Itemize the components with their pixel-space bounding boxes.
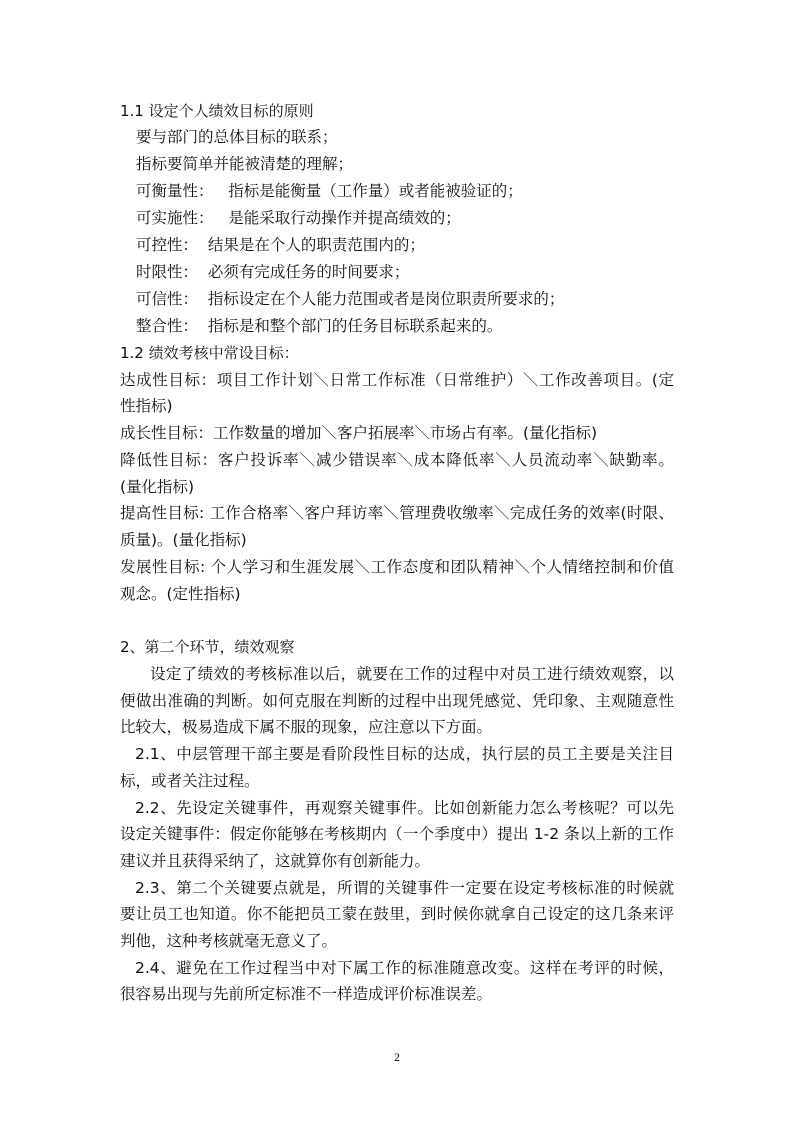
principle-item: 要与部门的总体目标的联系； bbox=[136, 128, 338, 146]
principle-item: 指标要简单并能被清楚的理解； bbox=[136, 155, 354, 173]
point-line: 2.1、中层管理干部主要是看阶段性目标的达成，执行层的员工主要是关注目 bbox=[135, 745, 674, 763]
intro-line: 设定了绩效的考核标准以后，就要在工作的过程中对员工进行绩效观察，以 bbox=[150, 665, 674, 683]
point-line: 判他，这种考核就毫无意义了。 bbox=[120, 932, 338, 950]
principle-item: 时限性： 必须有完成任务的时间要求； bbox=[136, 263, 410, 281]
principle-item: 整合性： 指标是和整个部门的任务目标联系起来的。 bbox=[136, 317, 503, 335]
principle-item: 可信性： 指标设定在个人能力范围或者是岗位职责所要求的； bbox=[136, 290, 565, 308]
intro-line: 比较大，极易造成下属不服的现象，应注意以下方面。 bbox=[120, 718, 493, 736]
point-line: 2.4、避免在工作过程当中对下属工作的标准随意改变。这样在考评的时候， bbox=[135, 959, 674, 977]
goal-line: 质量)。(量化指标) bbox=[120, 531, 247, 549]
point-line: 标，或者关注过程。 bbox=[120, 772, 260, 790]
goal-line: 达成性目标：项目工作计划＼日常工作标准（日常维护）＼工作改善项目。(定 bbox=[120, 371, 674, 389]
goal-line: (量化指标) bbox=[120, 478, 195, 496]
point-line: 要让员工也知道。你不能把员工蒙在鼓里，到时候你就拿自己设定的这几条来评 bbox=[120, 905, 674, 923]
principle-item: 可衡量性： 指标是能衡量（工作量）或者能被验证的； bbox=[136, 182, 523, 200]
intro-line: 便做出准确的判断。如何克服在判断的过程中出现凭感觉、凭印象、主观随意性 bbox=[120, 692, 674, 710]
goal-line: 成长性目标：工作数量的增加＼客户拓展率＼市场占有率。(量化指标) bbox=[120, 424, 598, 442]
point-line: 设定关键事件：假定你能够在考核期内（一个季度中）提出 1-2 条以上新的工作 bbox=[120, 825, 674, 843]
section-2-heading: 2、第二个环节，绩效观察 bbox=[120, 638, 295, 656]
page-number: 2 bbox=[394, 1050, 400, 1064]
point-line: 2.2、先设定关键事件，再观察关键事件。比如创新能力怎么考核呢？可以先 bbox=[135, 799, 674, 817]
principle-item: 可控性： 结果是在个人的职责范围内的； bbox=[136, 236, 425, 254]
goal-line: 性指标) bbox=[120, 397, 173, 415]
point-line: 很容易出现与先前所定标准不一样造成评价标准误差。 bbox=[120, 985, 493, 1003]
principle-item: 可实施性： 是能采取行动操作并提高绩效的； bbox=[136, 209, 461, 227]
goal-line: 降低性目标：客户投诉率＼减少错误率＼成本降低率＼人员流动率＼缺勤率。 bbox=[120, 451, 674, 469]
point-line: 2.3、第二个关键要点就是，所谓的关键事件一定要在设定考核标准的时候就 bbox=[135, 879, 674, 897]
section-1-1-heading: 1.1 设定个人绩效目标的原则 bbox=[120, 102, 314, 120]
point-line: 建议并且获得采纳了，这就算你有创新能力。 bbox=[120, 852, 431, 870]
goal-line: 观念。(定性指标) bbox=[120, 585, 241, 603]
section-1-2-heading: 1.2 绩效考核中常设目标： bbox=[120, 344, 299, 362]
goal-line: 提高性目标: 工作合格率＼客户拜访率＼管理费收缴率＼完成任务的效率(时限、 bbox=[120, 504, 674, 522]
goal-line: 发展性目标: 个人学习和生涯发展＼工作态度和团队精神＼个人情绪控制和价值 bbox=[120, 558, 674, 576]
